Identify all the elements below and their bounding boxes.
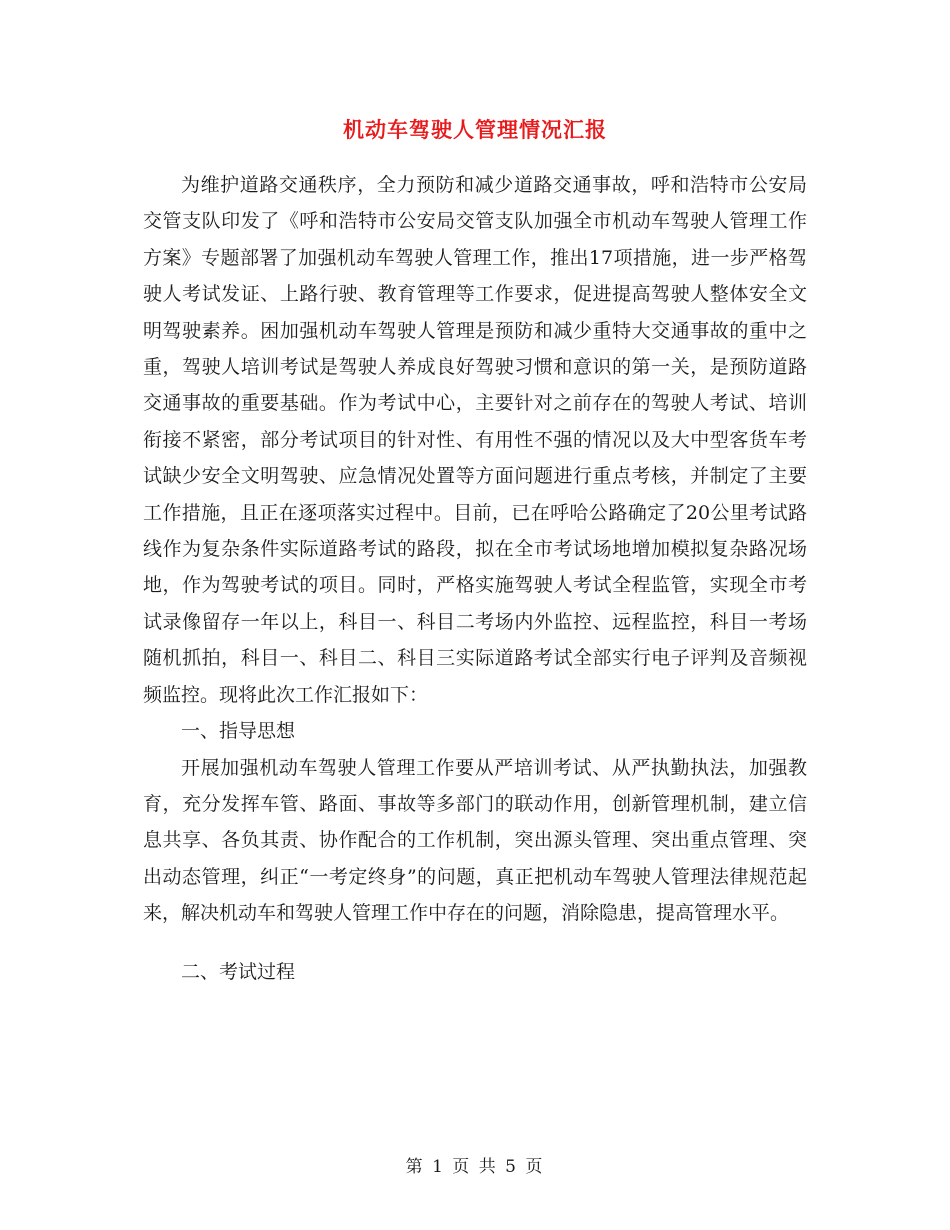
document-title: 机动车驾驶人管理情况汇报 [343,118,607,142]
section-heading-guiding-ideology: 一、指导思想 [181,720,296,743]
guiding-ideology-paragraph: 开展加强机动车驾驶人管理工作要从严培训考试、从严执勤执法，加强教育，充分发挥车管、路面、事故等多部门的联动作用，创新管理机制，建立信息共享、各负其责、协作配合的工作机制，突出源头管理、突出重点管理、突出动态管理，纠正“一考定终身”的问题，真正把机动车驾驶人管理法律规范起来，解决机动车和驾驶人管理工作中存在的问题，消除隐患，提高管理水平。 [143,756,807,925]
section-spacer [143,932,807,954]
page-footer: 第 1 页 共 5 页 [405,1157,545,1177]
document-body [143,167,807,990]
intro-paragraph: 为维护道路交通秩序，全力预防和减少道路交通事故，呼和浩特市公安局交管支队印发了《呼和浩特市公安局交管支队加强全市机动车驾驶人管理工作方案》专题部署了加强机动车驾驶人管理工作，推出17项措施，进一步严格驾驶人考试发证、上路行驶、教育管理等工作要求，促进提高驾驶人整体安全文明驾驶素养。困加强机动车驾驶人管理是预防和减少重特大交通事故的重中之重，驾驶人培训考试是驾驶人养成良好驾驶习惯和意识的第一关，是预防道路交通事故的重要基础。作为考试中心，主要针对之前存在的驾驶人考试、培训衔接不紧密，部分考试项目的针对性、有用性不强的情况以及大中型客货车考试缺少安全文明驾驶、应急情况处置等方面问题进行重点考核，并制定了主要工作措施，且正在逐项落实过程中。目前，已在呼哈公路确定了20公里考试路线作为复杂条件实际道路考试的路段，拟在全市考试场地增加模拟复杂路况场地，作为驾驶考试的项目。同时，严格实施驾驶人考试全程监管，实现全市考试录像留存一年以上，科目一、科目二考场内外监控、远程监控，科目一考场随机抓拍，科目一、科目二、科目三实际道路考试全部实行电子评判及音频视频监控。现将此次工作汇报如下： [143,174,807,706]
section-heading-exam-process: 二、考试过程 [181,960,296,983]
